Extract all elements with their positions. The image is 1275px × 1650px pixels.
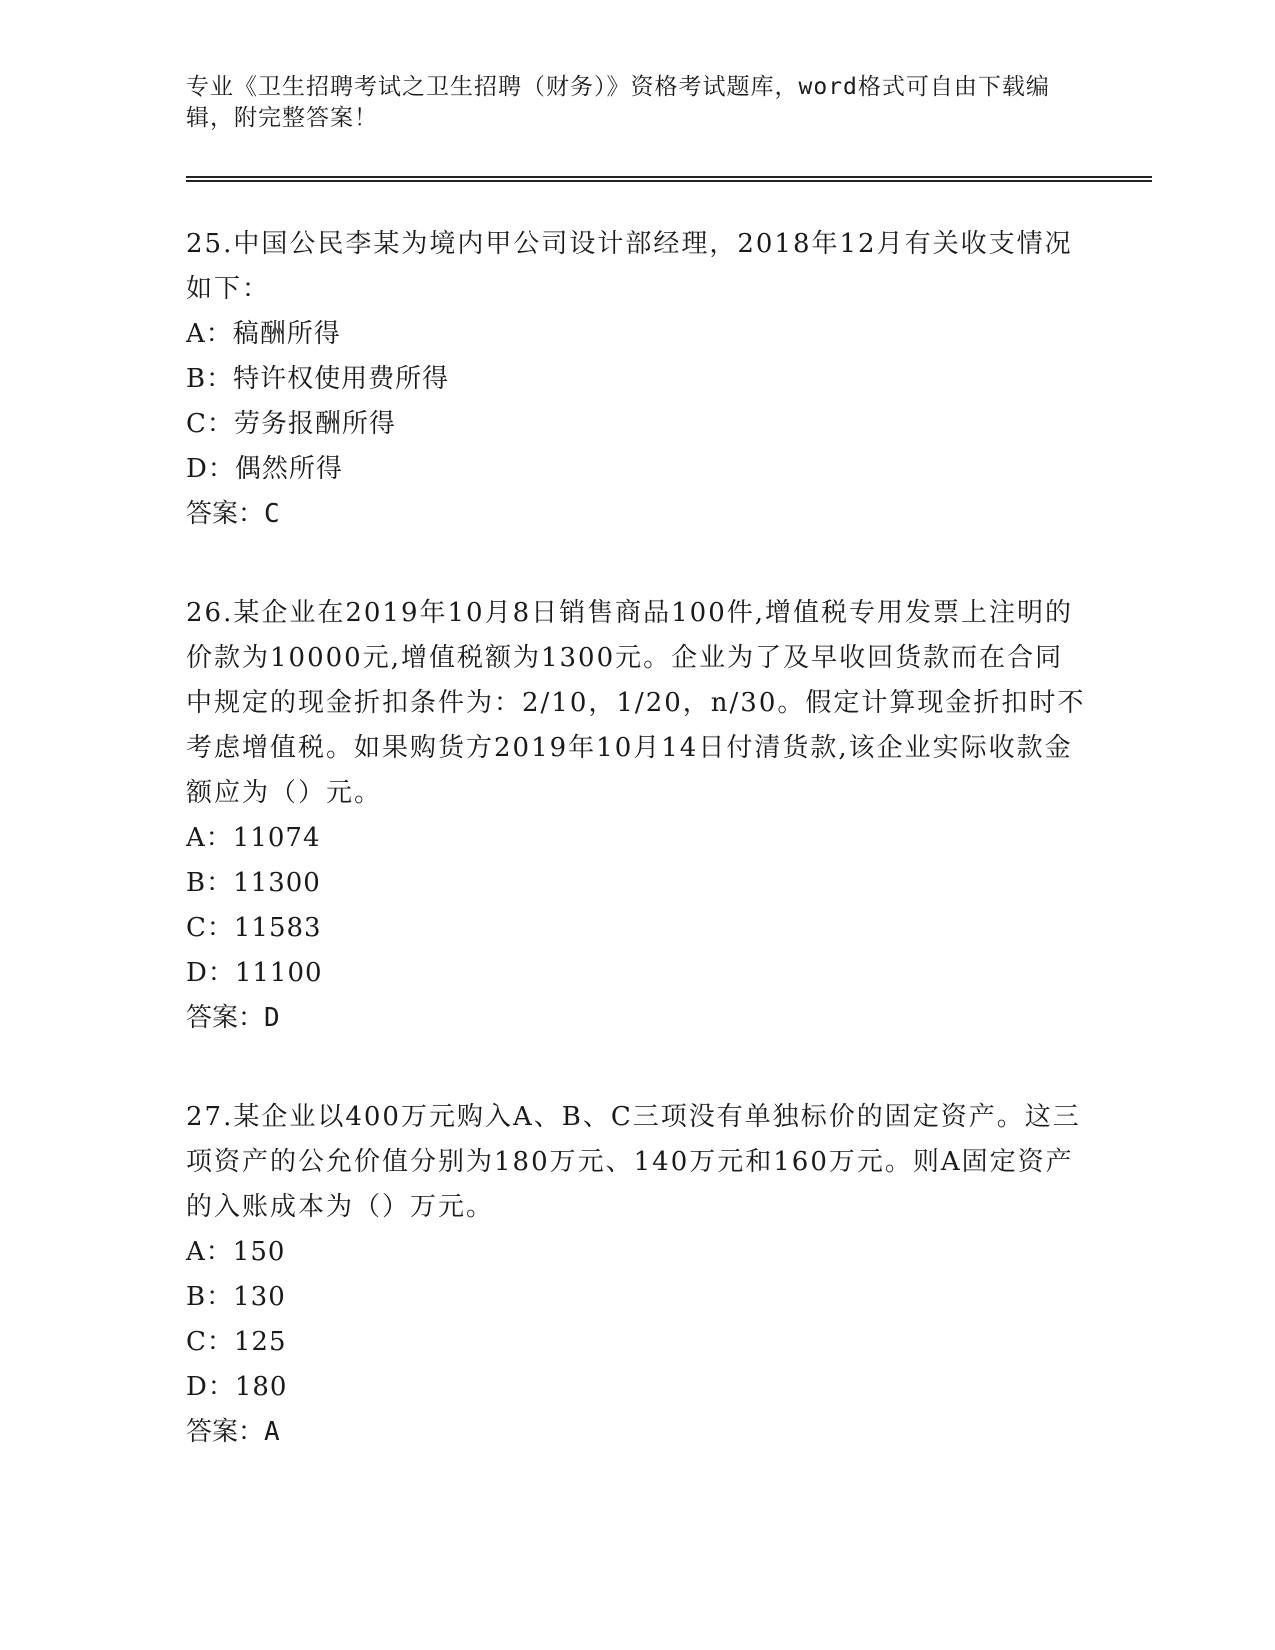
question-stem: 25.中国公民李某为境内甲公司设计部经理，2018年12月有关收支情况如下： — [186, 229, 1073, 304]
document-header: 专业《卫生招聘考试之卫生招聘（财务）》资格考试题库，word格式可自由下载编辑，附完整答案！ — [186, 74, 1050, 131]
option-b: B：特许权使用费所得 — [186, 364, 450, 394]
answer-line: 答案：C — [186, 499, 280, 529]
option-b: B：11300 — [186, 868, 321, 898]
option-b: B：130 — [186, 1282, 286, 1312]
answer-line: 答案：D — [186, 1003, 280, 1033]
question-26 — [186, 591, 1086, 1041]
option-d: D：180 — [186, 1372, 288, 1402]
question-stem: 27.某企业以400万元购入A、B、C三项没有单独标价的固定资产。这三项资产的公允价值分别为180万元、140万元和160万元。则A固定资产的入账成本为（）万元。 — [186, 1102, 1081, 1222]
option-d: D：11100 — [186, 958, 323, 988]
option-a: A：11074 — [186, 823, 321, 853]
question-27 — [186, 1095, 1086, 1455]
option-d: D：偶然所得 — [186, 454, 343, 484]
header-divider — [186, 176, 1152, 182]
answer-line: 答案：A — [186, 1417, 280, 1447]
option-c: C：11583 — [186, 913, 322, 943]
question-25 — [186, 222, 1086, 537]
option-a: A：稿酬所得 — [186, 319, 341, 349]
question-stem: 26.某企业在2019年10月8日销售商品100件,增值税专用发票上注明的价款为10000元,增值税额为1300元。企业为了及早收回货款而在合同中规定的现金折扣条件为：2/10，1/20，n/30。假定计算现金折扣时不考虑增值税。如果购货方2019年10月14日付清货款,该企业实际收款金额应为（）元。 — [186, 598, 1086, 808]
option-c: C：125 — [186, 1327, 287, 1357]
option-a: A：150 — [186, 1237, 286, 1267]
option-c: C：劳务报酬所得 — [186, 409, 396, 439]
